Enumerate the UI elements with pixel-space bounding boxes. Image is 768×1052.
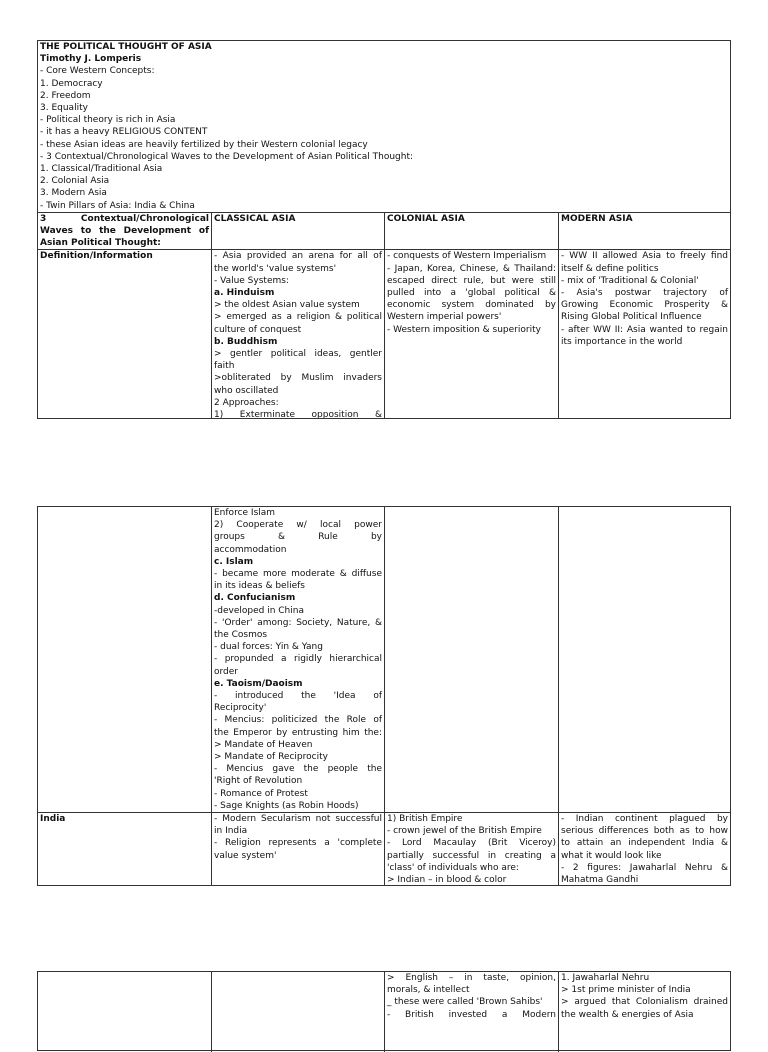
text-line: - Mencius gave the people the <box>214 764 382 775</box>
text-line: - Twin Pillars of Asia: India & China <box>40 200 195 211</box>
text-line: culture of conquest <box>214 324 302 335</box>
text-line: Timothy J. Lomperis <box>40 54 142 65</box>
text-line: faith <box>214 361 235 372</box>
text-line: 1) British Empire <box>387 814 463 825</box>
text-line: pulled into a 'global political & <box>387 288 556 299</box>
text-line: 2 Approaches: <box>214 397 279 408</box>
text-line: - WW II allowed Asia to freely find <box>561 251 728 262</box>
empty-label-cell <box>38 507 211 812</box>
text-line: > emerged as a religion & political <box>214 312 382 323</box>
text-line: the wealth & energies of Asia <box>561 1009 694 1020</box>
text-line: - Mencius: politicized the Role of <box>214 715 382 726</box>
text-line: - conquests of Western Imperialism <box>387 251 547 262</box>
colonial-asia-header <box>384 213 558 250</box>
modern-definition-cell <box>558 250 730 418</box>
text-line: - 'Order' among: Society, Nature, & <box>214 617 382 628</box>
text-line: - 3 Contextual/Chronological Waves to the Development of Asian Political Thought: <box>40 151 414 162</box>
text-line: e. Taoism/Daoism <box>214 678 303 689</box>
text-line: Rising Global Political Influence <box>561 312 702 323</box>
text-line: Definition/Information <box>40 251 153 262</box>
text-line: - Lord Macaulay (Brit Viceroy) <box>387 838 556 849</box>
text-line: 2) Cooperate w/ local power <box>214 520 382 531</box>
text-line: >obliterated by Muslim invaders <box>214 373 382 384</box>
text-line: itself & define politics <box>561 263 659 274</box>
text-line: > English – in taste, opinion, <box>387 973 556 983</box>
page3-label-cell <box>38 972 211 1052</box>
text-line: 'Right of Revolution <box>214 776 303 787</box>
text-line: - 2 figures: Jawaharlal Nehru & <box>561 862 728 873</box>
text-line: Western imperial powers' <box>387 312 502 323</box>
text-line: 1) Exterminate opposition & <box>214 410 382 419</box>
text-line: 1. Classical/Traditional Asia <box>40 164 163 175</box>
text-line: b. Buddhism <box>214 336 278 347</box>
text-line: - Asia provided an arena for all of <box>214 251 382 262</box>
text-line: 2. Freedom <box>40 90 91 101</box>
text-line: economic system dominated by <box>387 300 556 311</box>
classical-continued-cell <box>211 507 384 812</box>
text-line: - Religion represents a 'complete <box>214 838 382 849</box>
column-header-row <box>38 212 730 250</box>
text-line: a. Hinduism <box>214 288 275 299</box>
text-line: what it would look like <box>561 850 662 861</box>
text-line: - crown jewel of the British Empire <box>387 826 542 837</box>
text-line: THE POLITICAL THOUGHT OF ASIA <box>40 42 212 52</box>
page-3-row <box>38 972 730 1052</box>
text-line: - Western imposition & superiority <box>387 324 541 335</box>
text-line: order <box>214 666 238 677</box>
text-line: accommodation <box>214 544 287 555</box>
classical-definition-cell <box>211 250 384 418</box>
text-line: -developed in China <box>214 605 304 616</box>
page3-modern-cell <box>558 972 730 1052</box>
text-line: - Modern Secularism not successful <box>214 814 382 825</box>
text-line: - Japan, Korea, Chinese, & Thailand: <box>387 263 556 274</box>
text-line: 3. Equality <box>40 103 88 114</box>
text-line: - after WW II: Asia wanted to regain <box>561 324 728 335</box>
india-classical-cell <box>211 813 384 885</box>
header-row <box>38 41 730 212</box>
modern-asia-header <box>558 213 730 250</box>
text-line: - Political theory is rich in Asia <box>40 115 176 126</box>
text-line: > Mandate of Heaven <box>214 739 313 750</box>
page3-classical-cell <box>211 972 384 1052</box>
india-label-cell <box>38 813 211 885</box>
text-line: 1. Democracy <box>40 78 103 89</box>
text-line: Growing Economic Prosperity & <box>561 300 728 311</box>
document-header-cell <box>38 41 730 212</box>
definition-row <box>38 249 730 418</box>
india-modern-cell <box>558 813 730 885</box>
text-line: - Value Systems: <box>214 275 289 286</box>
colonial-definition-cell <box>384 250 558 418</box>
text-line: - British invested a Modern <box>387 1009 556 1020</box>
text-line: 2. Colonial Asia <box>40 176 110 187</box>
text-line: 3. Modern Asia <box>40 188 107 199</box>
text-line: - introduced the 'Idea of <box>214 691 382 702</box>
modern-continued-cell <box>558 507 730 812</box>
text-line: value system' <box>214 850 277 861</box>
text-line: 3 Contextual/Chronological <box>40 213 209 224</box>
india-colonial-cell <box>384 813 558 885</box>
text-line: India <box>40 814 66 825</box>
page3-colonial-cell <box>384 972 558 1052</box>
text-line: morals, & intellect <box>387 985 470 996</box>
text-line: - Sage Knights (as Robin Hoods) <box>214 800 359 811</box>
text-line: Mahatma Gandhi <box>561 875 639 886</box>
text-line: serious differences both as to how <box>561 826 728 837</box>
text-line: Waves to the Development of <box>40 226 209 237</box>
text-line: - Romance of Protest <box>214 788 308 799</box>
text-line: Enforce Islam <box>214 508 276 518</box>
text-line: to attain an independent India & <box>561 838 728 849</box>
text-line: c. Islam <box>214 556 254 567</box>
text-line: - Indian continent plagued by <box>561 814 728 825</box>
text-line: COLONIAL ASIA <box>387 213 465 224</box>
text-line: MODERN ASIA <box>561 213 633 224</box>
waves-header-cell <box>38 213 211 250</box>
text-line: > Mandate of Reciprocity <box>214 752 328 763</box>
text-line: - these Asian ideas are heavily fertilized by their Western colonial legacy <box>40 139 368 150</box>
text-line: Asian Political Thought: <box>40 238 161 249</box>
text-line: partially successful in creating a <box>387 850 556 861</box>
text-line: CLASSICAL ASIA <box>214 213 296 224</box>
text-line: - dual forces: Yin & Yang <box>214 642 323 653</box>
text-line: - mix of 'Traditional & Colonial' <box>561 275 699 286</box>
text-line: d. Confucianism <box>214 593 296 604</box>
classical-asia-header <box>211 213 384 250</box>
table-page-2 <box>37 506 731 886</box>
table-page-1 <box>37 40 731 419</box>
definition-label-cell <box>38 250 211 418</box>
text-line: - Core Western Concepts: <box>40 66 155 77</box>
text-line: 'class' of individuals who are: <box>387 862 519 873</box>
text-line: groups & Rule by <box>214 532 382 543</box>
text-line: > Indian – in blood & color <box>387 875 507 886</box>
text-line: escaped direct rule, but were still <box>387 275 556 286</box>
text-line: the Cosmos <box>214 630 268 641</box>
text-line: who oscillated <box>214 385 279 396</box>
india-row <box>38 812 730 885</box>
table-page-3 <box>37 971 731 1051</box>
text-line: > the oldest Asian value system <box>214 300 360 311</box>
text-line: the world's 'value systems' <box>214 263 337 274</box>
text-line: in India <box>214 826 248 837</box>
continuation-row <box>38 507 730 812</box>
text-line: the Emperor by entrusting him the: <box>214 727 382 738</box>
text-line: _ these were called 'Brown Sahibs' <box>387 997 543 1008</box>
text-line: > 1st prime minister of India <box>561 985 691 996</box>
text-line: 1. Jawaharlal Nehru <box>561 973 650 983</box>
text-line: - propunded a rigidly hierarchical <box>214 654 382 665</box>
text-line: - became more moderate & diffuse <box>214 569 382 580</box>
colonial-continued-cell <box>384 507 558 812</box>
text-line: - Asia's postwar trajectory of <box>561 288 728 299</box>
text-line: Reciprocity' <box>214 703 267 714</box>
text-line: > argued that Colonialism drained <box>561 997 728 1008</box>
text-line: - it has a heavy RELIGIOUS CONTENT <box>40 127 208 138</box>
text-line: in its ideas & beliefs <box>214 581 305 592</box>
text-line: > gentler political ideas, gentler <box>214 349 382 360</box>
text-line: its importance in the world <box>561 336 683 347</box>
